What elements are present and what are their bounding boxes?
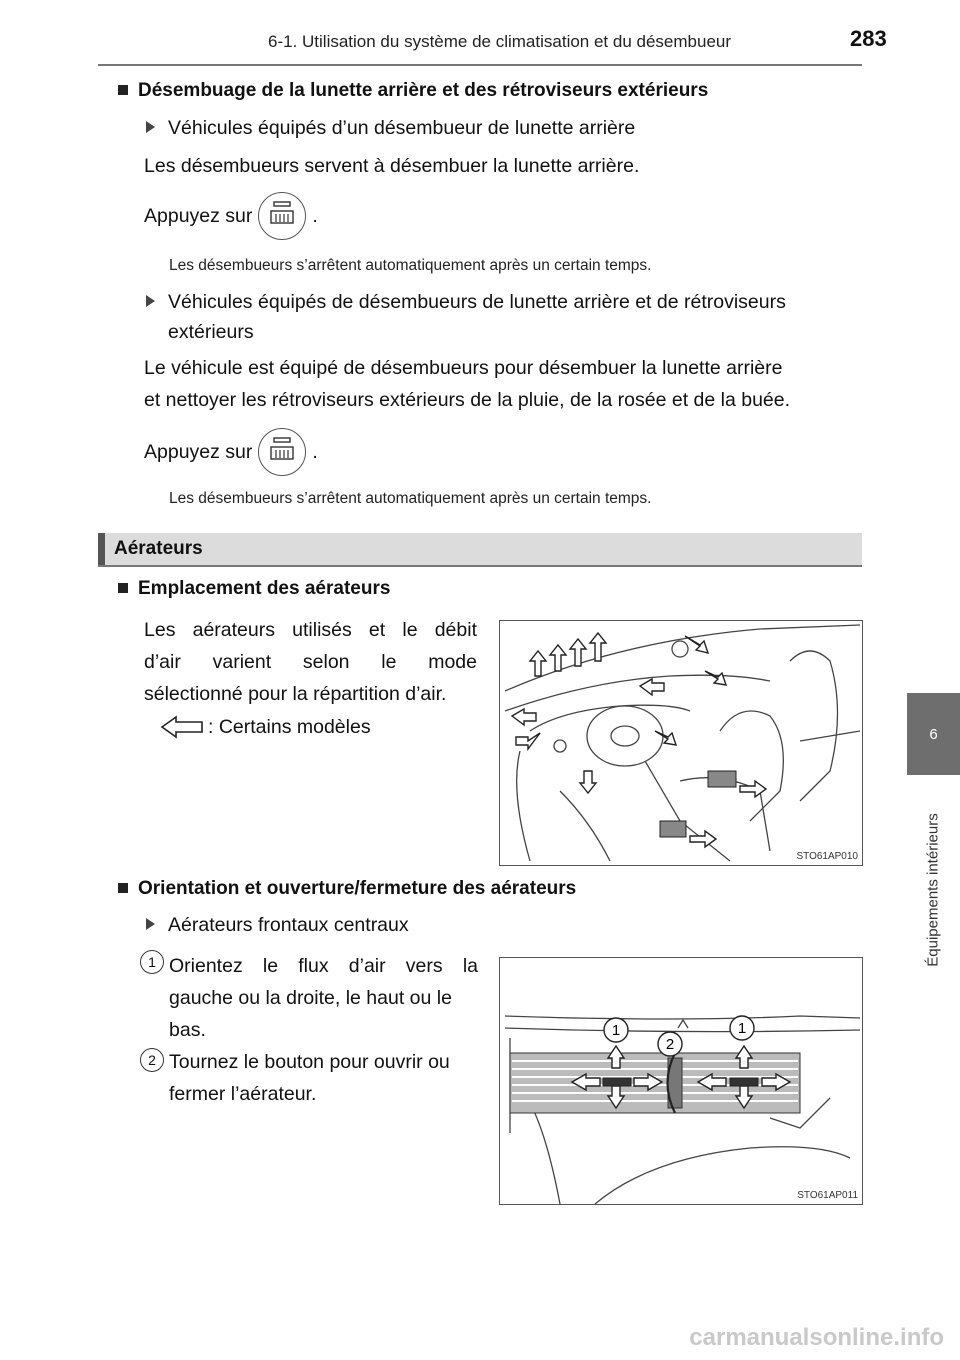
defog-sub2-cont: extérieurs <box>168 321 254 343</box>
figure-code-1: STO61AP010 <box>796 851 858 862</box>
defog-sub2: Véhicules équipés de désembueurs de lunette arrière et de rétroviseurs <box>146 291 786 314</box>
step-2-number: 2 <box>140 1048 164 1072</box>
step-1-line1: Orientez le flux d’air vers la <box>169 955 478 977</box>
page-number: 283 <box>850 26 887 51</box>
defog-sub1: Véhicules équipés d’un désembueur de lunette arrière <box>146 117 635 140</box>
step-2-line1: Tournez le bouton pour ouvrir ou <box>169 1051 450 1073</box>
press-instruction-1: Appuyez sur . <box>144 192 318 240</box>
rear-mirror-defogger-button-icon <box>258 428 306 476</box>
step-1-line3: bas. <box>169 1019 206 1041</box>
watermark: carmanualsonline.info <box>689 1324 944 1351</box>
front-center-vents-sub: Aérateurs frontaux centraux <box>146 914 409 937</box>
section-marker <box>98 533 105 565</box>
triangle-bullet-icon <box>146 121 155 133</box>
header-section-title: 6-1. Utilisation du système de climatisation et du désembueur <box>268 32 732 51</box>
vent-adjust-figure <box>499 957 863 1205</box>
vent-location-line2: d’air varient selon le mode <box>144 651 477 673</box>
defog-para2-line1: Le véhicule est équipé de désembueurs pour désembuer la lunette arrière <box>144 357 783 379</box>
rear-defogger-button-icon <box>258 192 306 240</box>
square-bullet-icon <box>118 85 128 95</box>
fig2-label-2: 2 <box>665 1036 675 1053</box>
center-vents-illustration <box>500 958 862 1204</box>
header-divider <box>98 64 862 66</box>
chapter-tab[interactable] <box>907 693 960 775</box>
legend-certain-models: : Certains modèles <box>160 711 371 743</box>
triangle-bullet-icon <box>146 918 155 930</box>
defog-note1: Les désembueurs s’arrêtent automatiquement après un certain temps. <box>169 257 652 274</box>
step-1-line2: gauche ou la droite, le haut ou le <box>169 987 452 1009</box>
fig2-label-1a: 1 <box>611 1022 621 1039</box>
fig2-label-1b: 1 <box>737 1020 747 1037</box>
chapter-number: 6 <box>929 725 938 743</box>
step-2-line2: fermer l’aérateur. <box>169 1083 317 1105</box>
outlined-arrow-icon <box>160 714 204 740</box>
vent-location-heading: Emplacement des aérateurs <box>118 578 390 600</box>
defog-para1: Les désembueurs servent à désembuer la lunette arrière. <box>144 155 640 177</box>
step-1-number: 1 <box>140 950 164 974</box>
section-header-aerateurs: Aérateurs <box>98 533 862 567</box>
vent-location-line1: Les aérateurs utilisés et le débit <box>144 619 477 641</box>
figure-code-2: STO61AP011 <box>797 1190 858 1201</box>
defog-note2: Les désembueurs s’arrêtent automatiquement après un certain temps. <box>169 490 652 507</box>
square-bullet-icon <box>118 883 128 893</box>
defog-heading: Désembuage de la lunette arrière et des rétroviseurs extérieurs <box>118 80 708 102</box>
defog-para2-line2: et nettoyer les rétroviseurs extérieurs de la pluie, de la rosée et de la buée. <box>144 389 791 411</box>
square-bullet-icon <box>118 583 128 593</box>
vent-orientation-heading: Orientation et ouverture/fermeture des aérateurs <box>118 878 576 900</box>
chapter-label: Équipements intérieurs <box>924 813 942 967</box>
press-instruction-2: Appuyez sur . <box>144 428 318 476</box>
triangle-bullet-icon <box>146 295 155 307</box>
vent-location-figure <box>499 620 863 866</box>
car-interior-illustration <box>500 621 862 865</box>
vent-location-line3: sélectionné pour la répartition d’air. <box>144 683 447 705</box>
